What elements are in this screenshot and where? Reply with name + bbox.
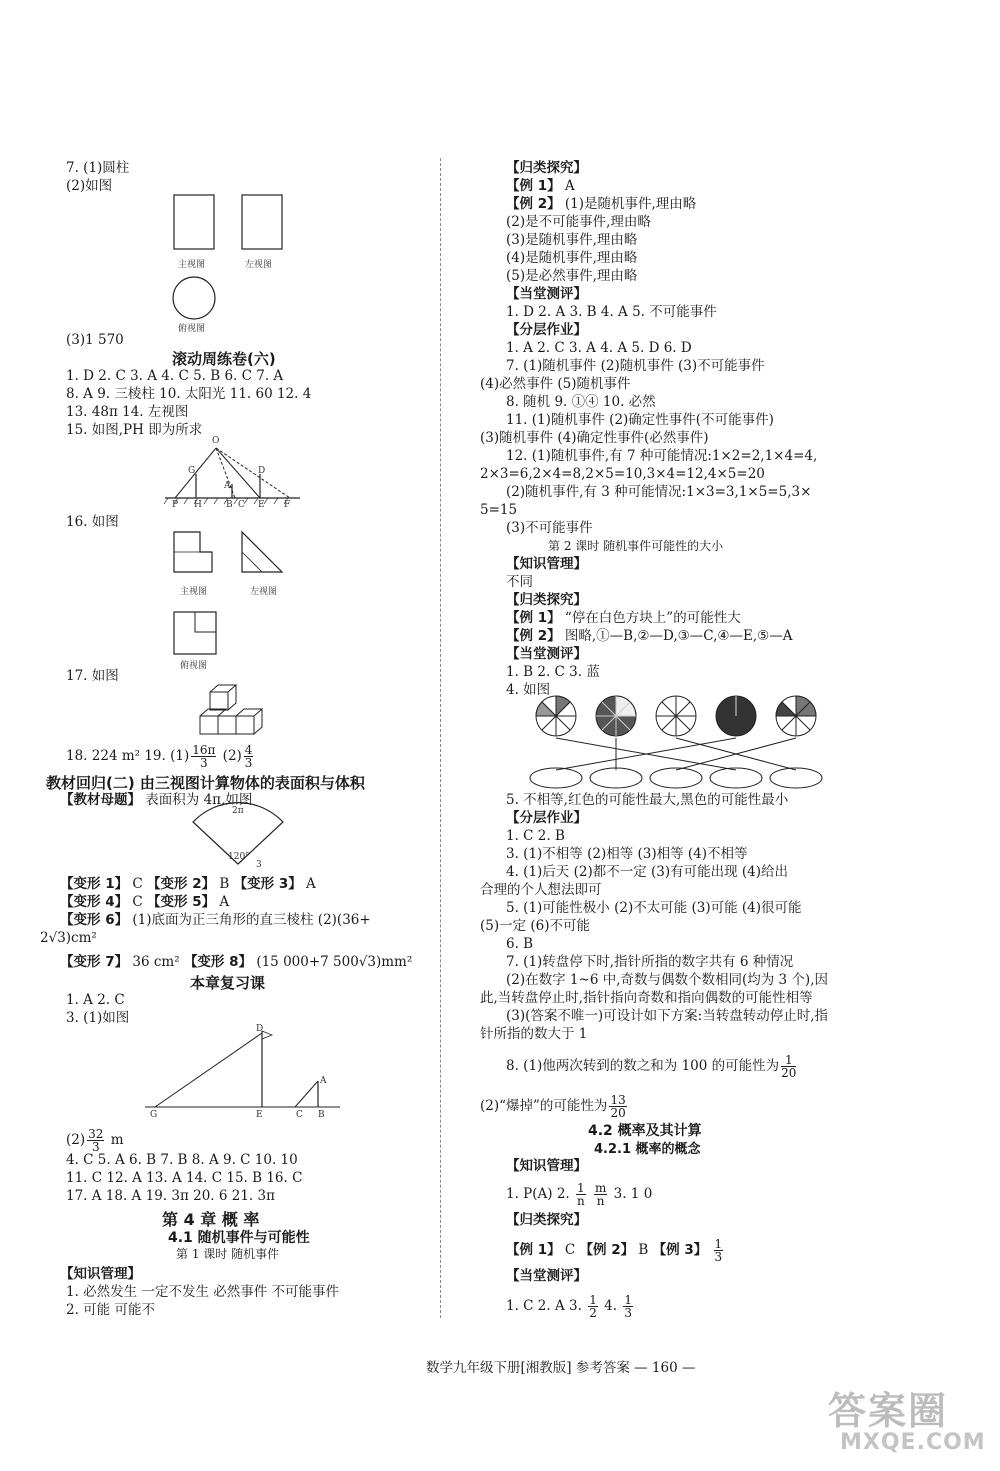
r-f7b: (2)在数字 1~6 中,奇数与偶数个数相同(均为 3 个),因	[506, 972, 828, 988]
q15-label-H: H	[194, 500, 202, 510]
fan-arc-label: 2π	[232, 806, 244, 816]
review-fig-label-D: D	[256, 1024, 264, 1034]
chapter-4-title: 第 4 章 概 率	[162, 1210, 260, 1229]
mu-ti-label: 【教材母题】	[60, 792, 141, 808]
q15-label-D: D	[258, 466, 266, 476]
q16: 16. 如图	[66, 514, 119, 530]
r-fenceng-12: 12. (1)随机事件,有 7 种可能情况:1×2=2,1×4=4,	[506, 448, 818, 464]
r-fenceng-11b: (3)随机事件 (4)确定性事件(必然事件)	[480, 430, 709, 446]
jiaocai-mu-ti	[60, 792, 252, 809]
lesson-1-title: 第 1 课时 随机事件	[176, 1247, 280, 1261]
page-footer: 数学九年级下册[湘教版] 参考答案 — 160 —	[426, 1360, 696, 1376]
section-4-1-title: 4.1 随机事件与可能性	[168, 1230, 310, 1246]
r-dangtang-3-frac-1: $\frac{1}{2}$	[589, 1293, 597, 1320]
r-zhishi-3-prefix: 1. P(A) 2.	[506, 1186, 570, 1202]
r-guilei-3-fraction: $\frac{1}{3}$	[714, 1237, 723, 1264]
r-zhishi-v: 不同	[506, 574, 533, 590]
r-zhishi-3-frac-1: $\frac{1}{n}$	[576, 1181, 585, 1208]
r-guilei-3-label: 【归类探究】	[506, 1212, 587, 1228]
review-3-2	[66, 1128, 124, 1153]
bianxing-1-answer: C	[132, 876, 143, 892]
r-dangtang-3-label: 【当堂测评】	[506, 1268, 587, 1284]
q7-left-view-label: 左视图	[245, 260, 273, 270]
q19-fraction-1: $\frac{16\pi}{3}$	[192, 743, 216, 770]
r-f8	[506, 1054, 798, 1079]
bianxing-1-3	[60, 876, 316, 893]
review-line-6: 17. A 18. A 19. 3π 20. 6 21. 3π	[66, 1188, 275, 1204]
r-fenceng-label: 【分层作业】	[506, 322, 587, 338]
r-f8-fraction: $\frac{1}{20}$	[781, 1053, 797, 1080]
bianxing-6-label: 【变形 6】	[60, 912, 129, 928]
r-zhishi-label: 【知识管理】	[506, 556, 587, 572]
bianxing-6-answer: (1)底面为正三角形的直三棱柱 (2)(36+	[132, 912, 371, 928]
review-3: 3. (1)如图	[66, 1010, 130, 1026]
r-li-1: 【例 1】 A	[506, 178, 575, 194]
r-fenceng-12c: (2)随机事件,有 3 种可能情况:1×3=3,1×5=5,3×	[506, 484, 812, 500]
q16-left-view-label: 左视图	[250, 587, 278, 597]
q7-top-view-label: 俯视图	[178, 324, 206, 334]
zhishi-guanli-label: 【知识管理】	[60, 1266, 141, 1282]
q16-top-view-label: 俯视图	[180, 661, 208, 671]
bianxing-4-5	[60, 894, 229, 911]
q15-label-F: F	[284, 500, 291, 510]
q7-1: 7. (1)圆柱	[66, 160, 130, 176]
r-f3: 3. (1)不相等 (2)相等 (3)相等 (4)不相等	[506, 846, 748, 862]
bianxing-2-answer: B	[219, 876, 230, 892]
q17-cubes-figure	[190, 680, 280, 740]
review-1-2: 1. A 2. C	[66, 992, 125, 1008]
bianxing-6-cont: 2√3)cm²	[40, 930, 97, 946]
review-fig-label-A: A	[320, 1076, 327, 1086]
r-f8b-text: (2)“爆掉”的可能性为	[480, 1098, 608, 1114]
fan-radius-label: 3	[256, 860, 262, 870]
r-fenceng-8: 8. 随机 9. ①④ 10. 必然	[506, 394, 656, 410]
bianxing-3-label: 【变形 3】	[233, 876, 302, 892]
mu-ti-text: 表面积为 4π,如图	[145, 792, 253, 808]
watermark-url: MXQE.COM	[840, 1430, 986, 1455]
r-fenceng-12d: 5=15	[480, 502, 518, 518]
review-3-2-fraction: $\frac{32}{3}$	[88, 1127, 104, 1154]
bianxing-1-label: 【变形 1】	[60, 876, 129, 892]
review-line-4: 4. C 5. A 6. B 7. B 8. A 9. C 10. 10	[66, 1152, 298, 1168]
review-line-5: 11. C 12. A 13. A 14. C 15. B 16. C	[66, 1170, 303, 1186]
r-dangtang-label: 【当堂测评】	[506, 286, 587, 302]
r-dangtang-2-1: 1. B 2. C 3. 蓝	[506, 664, 600, 680]
watermark-logo	[820, 1380, 990, 1462]
q15-label-A: A	[224, 481, 231, 491]
bianxing-4-label: 【变形 4】	[60, 894, 129, 910]
section-gundong: 滚动周练卷(六)	[172, 350, 276, 368]
r-fenceng-12e: (3)不可能事件	[506, 520, 593, 536]
q18-text: 18. 224 m² 19. (1)	[66, 748, 190, 764]
bianxing-7-8	[60, 954, 412, 971]
r-li-2: 【例 2】 (1)是随机事件,理由略	[506, 196, 697, 212]
r-f8b	[480, 1094, 629, 1119]
r-fenceng-1: 1. A 2. C 3. A 4. A 5. D 6. D	[506, 340, 692, 356]
answer-line-3: 13. 48π 14. 左视图	[66, 404, 189, 420]
r-zhishi-3-answers	[506, 1182, 652, 1207]
q19-part2: (2)	[222, 748, 242, 764]
zhishi-2: 2. 可能 可能不	[66, 1302, 155, 1318]
section-4-2-title: 4.2 概率及其计算	[588, 1123, 702, 1139]
bianxing-5-answer: A	[219, 894, 230, 910]
column-divider	[440, 158, 441, 1318]
review-fig-label-B: B	[318, 1110, 325, 1120]
review-fig-label-G: G	[150, 1110, 158, 1120]
r-fenceng-2-label: 【分层作业】	[506, 810, 587, 826]
r-zhishi-3-suffix: 3. 1 0	[613, 1186, 653, 1202]
bianxing-7-label: 【变形 7】	[60, 954, 129, 970]
r-f4: 4. (1)后天 (2)都不一定 (3)有可能出现 (4)给出	[506, 864, 789, 880]
bianxing-8-answer: (15 000+7 500√3)mm²	[256, 954, 413, 970]
q7-2: (2)如图	[66, 178, 113, 194]
bianxing-3-answer: A	[306, 876, 316, 892]
spinners-matching-figure	[528, 694, 828, 792]
r-li-2-4: (4)是随机事件,理由略	[506, 250, 638, 266]
section-review: 本章复习课	[190, 974, 266, 992]
review-fig-label-C: C	[296, 1110, 303, 1120]
r-dangtang-2-label: 【当堂测评】	[506, 646, 587, 662]
r-f7e: 针所指的数大于 1	[480, 1026, 588, 1042]
review-3-2-unit: m	[110, 1132, 124, 1148]
q15-label-C: C	[238, 500, 245, 510]
r-f6: 6. B	[506, 936, 534, 952]
q19-fraction-2: $\frac{4}{3}$	[244, 743, 253, 770]
r-example-1: 【例 1】 “停在白色方块上”的可能性大	[506, 610, 741, 626]
watermark-text: 答案圈	[828, 1389, 949, 1433]
r-guilei-2-label: 【归类探究】	[506, 592, 587, 608]
r-dangtang-2-4: 4. 如图	[506, 682, 551, 698]
r-li-2-5: (5)是必然事件,理由略	[506, 268, 638, 284]
q7-main-view-label: 主视图	[178, 260, 206, 270]
r-zhishi-3-frac-2: $\frac{m}{n}$	[594, 1181, 607, 1208]
r-f5: 5. (1)可能性极小 (2)不太可能 (3)可能 (4)很可能	[506, 900, 802, 916]
review-3-figure	[140, 1025, 345, 1120]
q15-label-E: E	[258, 500, 265, 510]
r-f1: 1. C 2. B	[506, 828, 565, 844]
r-fenceng-11: 11. (1)随机事件 (2)确定性事件(不可能事件)	[506, 412, 774, 428]
q16-main-view-label: 主视图	[180, 587, 208, 597]
answer-line-2: 8. A 9. 三棱柱 10. 太阳光 11. 60 12. 4	[66, 386, 312, 402]
fan-angle-label: 120°	[228, 852, 250, 862]
bianxing-5-label: 【变形 5】	[147, 894, 216, 910]
q15-label-O: O	[212, 436, 220, 446]
r-dangtang-3-frac-2: $\frac{1}{3}$	[624, 1293, 632, 1320]
r-dangtang-3-answers: 1. C 2. A 3. $\frac{1}{2}$ 4. $\frac{1}{3}$	[506, 1293, 632, 1320]
section-jiaocai-huigui: 教材回归(二) 由三视图计算物体的表面积与体积	[46, 774, 365, 792]
r-f7d: (3)(答案不唯一)可设计如下方案:当转盘转动停止时,指	[506, 1008, 828, 1024]
r-li-2-3: (3)是随机事件,理由略	[506, 232, 638, 248]
r-f8b-fraction: $\frac{13}{20}$	[610, 1093, 626, 1120]
r-f5b: (5)一定 (6)不可能	[480, 918, 591, 934]
r-f4b: 合理的个人想法即可	[480, 882, 602, 898]
r-guilei-3-answers: 【例 1】 C 【例 2】 B 【例 3】 $\frac{1}{3}$	[506, 1237, 723, 1264]
r-fenceng-7: 7. (1)随机事件 (2)随机事件 (3)不可能事件	[506, 358, 765, 374]
r-f7c: 此,当转盘停止时,指针指向奇数和指向偶数的可能性相等	[480, 990, 813, 1006]
section-4-2-1-title: 4.2.1 概率的概念	[594, 1142, 701, 1157]
q15-label-P: P	[172, 500, 179, 510]
answer-line-1: 1. D 2. C 3. A 4. C 5. B 6. C 7. A	[66, 368, 284, 384]
r-fenceng-7b: (4)必然事件 (5)随机事件	[480, 376, 631, 392]
q17: 17. 如图	[66, 668, 119, 684]
q7-3: (3)1 570	[66, 332, 124, 348]
r-example-2: 【例 2】 图略,①—B,②—D,③—C,④—E,⑤—A	[506, 628, 793, 644]
r-f7: 7. (1)转盘停下时,指针所指的数字共有 6 种情况	[506, 954, 794, 970]
r-dangtang-1: 1. D 2. A 3. B 4. A 5. 不可能事件	[506, 304, 717, 320]
q15: 15. 如图,PH 即为所求	[66, 422, 203, 438]
bianxing-6	[60, 912, 371, 929]
r-dangtang-2-5: 5. 不相等,红色的可能性最大,黑色的可能性最小	[506, 792, 789, 808]
q15-label-B: B	[226, 500, 233, 510]
q18-19	[66, 744, 255, 769]
r-fenceng-12b: 2×3=6,2×4=8,2×5=10,3×4=12,4×5=20	[480, 466, 765, 482]
r-li-2-2: (2)是不可能事件,理由略	[506, 214, 651, 230]
bianxing-2-label: 【变形 2】	[147, 876, 216, 892]
review-fig-label-E: E	[256, 1110, 263, 1120]
r-zhishi-3-label: 【知识管理】	[506, 1158, 587, 1174]
zhishi-1: 1. 必然发生 一定不发生 必然事件 不可能事件	[66, 1284, 340, 1300]
bianxing-4-answer: C	[132, 894, 143, 910]
bianxing-8-label: 【变形 8】	[183, 954, 253, 970]
review-3-2-prefix: (2)	[66, 1132, 86, 1148]
q15-label-G: G	[188, 466, 196, 476]
r-guilei-label: 【归类探究】	[506, 160, 587, 176]
r-f8-text: 8. (1)他两次转到的数之和为 100 的可能性为	[506, 1058, 780, 1074]
bianxing-7-answer: 36 cm²	[132, 954, 180, 970]
r-lesson-2-title: 第 2 课时 随机事件可能性的大小	[548, 539, 724, 553]
